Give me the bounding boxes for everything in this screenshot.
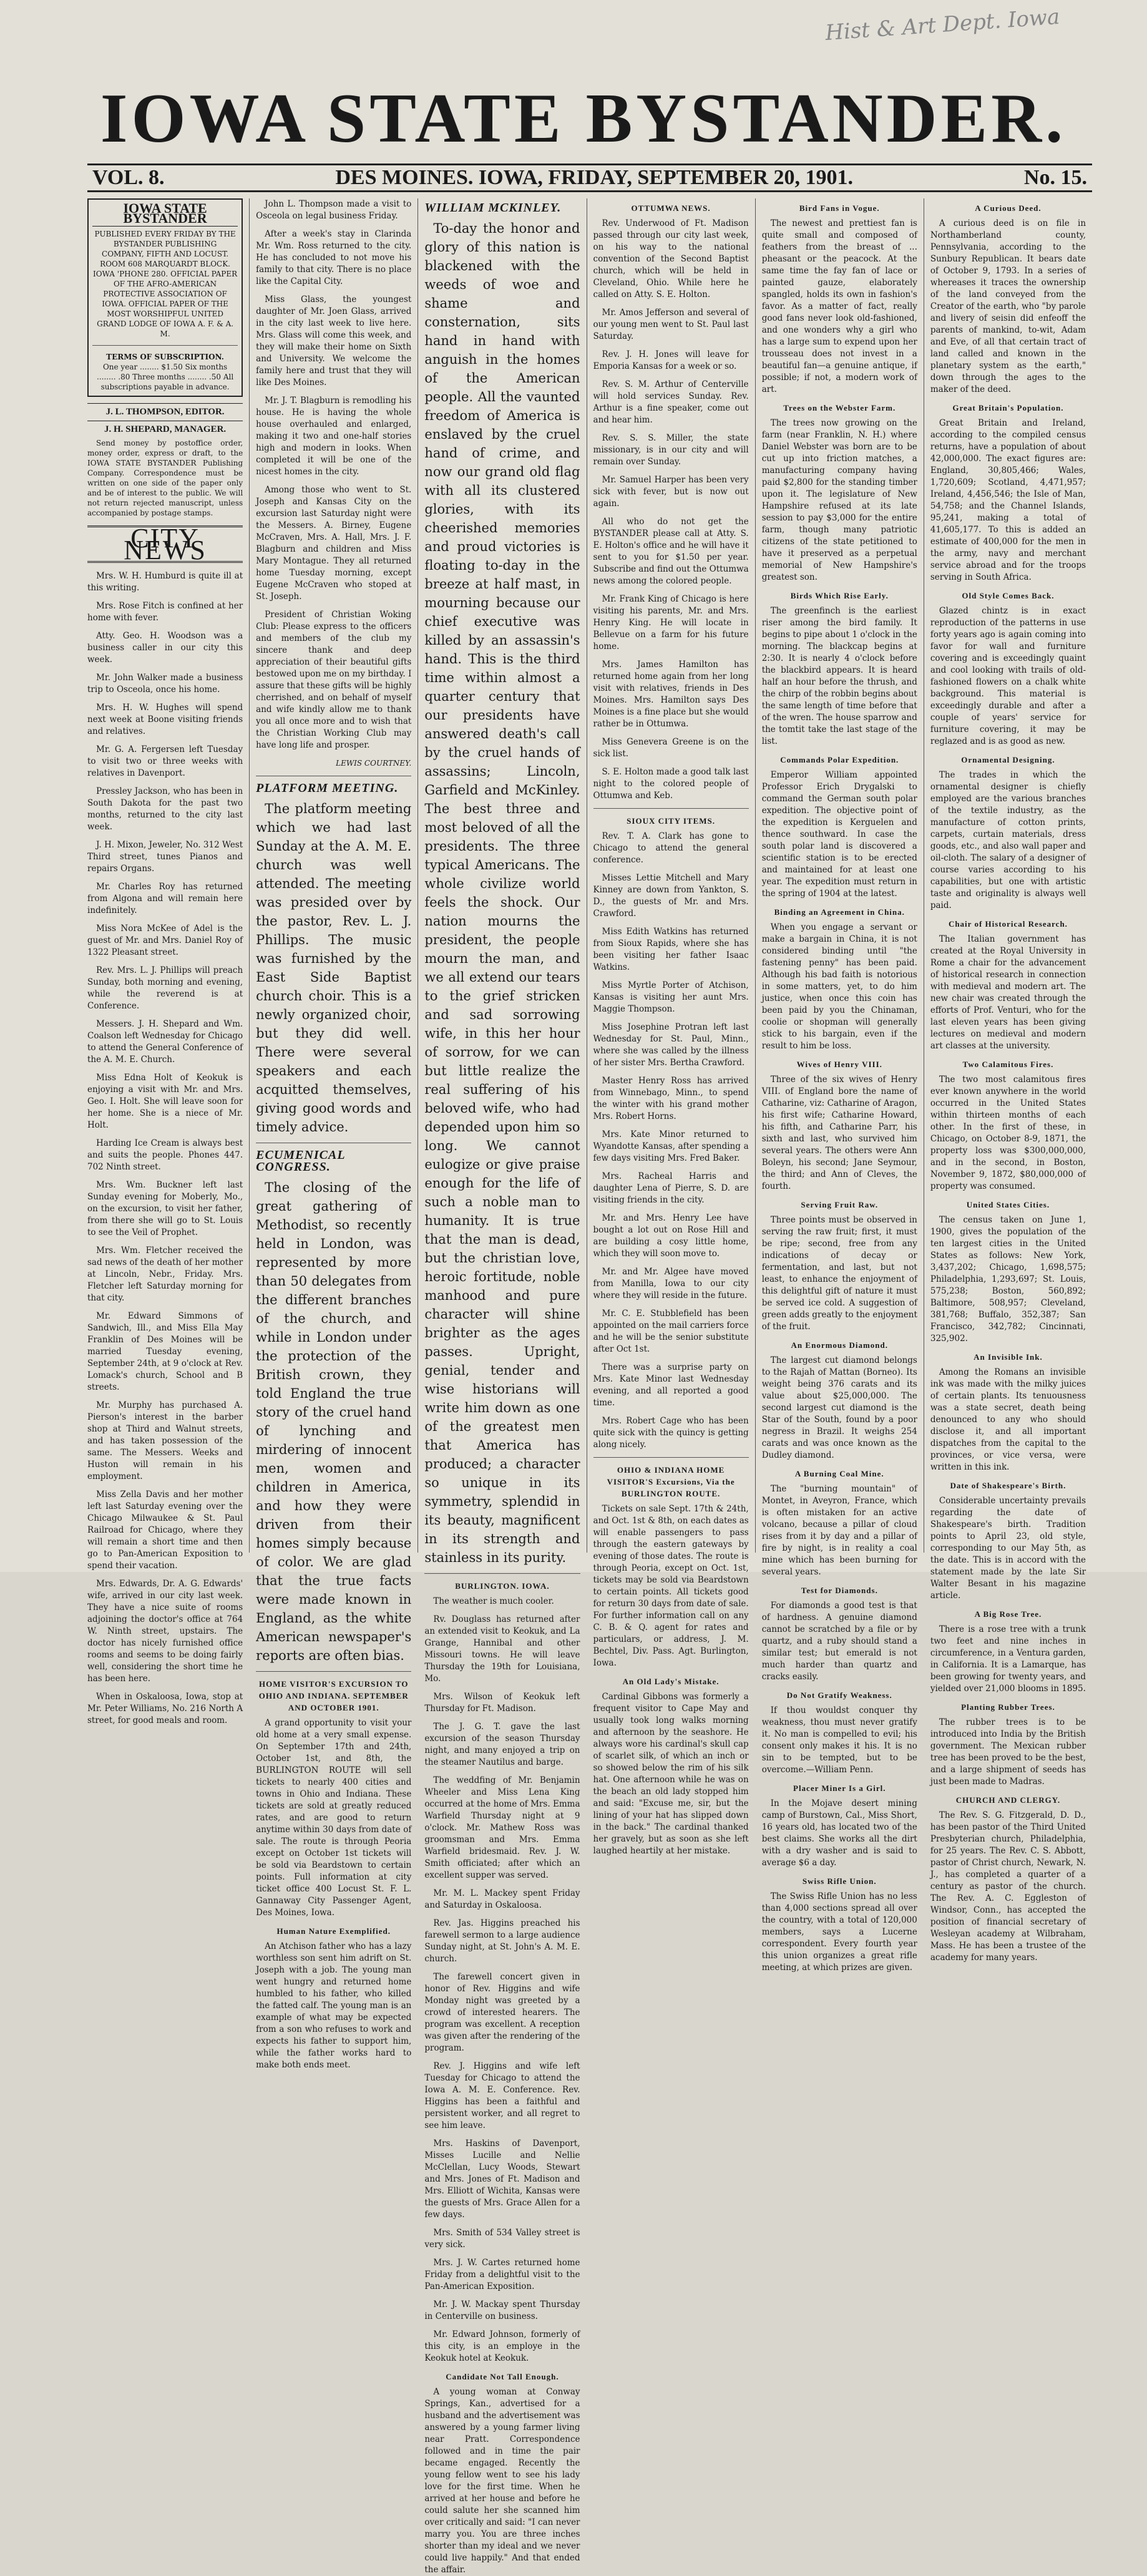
platform-heading: PLATFORM MEETING. xyxy=(256,781,399,795)
column-5 xyxy=(755,198,924,1973)
news-item: Atty. Geo. H. Woodson was a business caller in our city this week. xyxy=(87,631,243,665)
news-item: Mr. Frank King of Chicago is here visiting his parents, Mr. and Mrs. Henry King. He will locate in Bellevue on a farm for his future home. xyxy=(593,594,749,651)
news-item: Mr. J. W. Mackay spent Thursday in Centerville on business. xyxy=(424,2300,580,2321)
news-item: Mr. Murphy has purchased A. Pierson's interest in the barber shop at Third and Walnut streets, and has taken possession of the same. The Messers. Weeks and Huston will remain in his employment. xyxy=(87,1400,243,1481)
news-item: Rv. Douglass has returned after an extended visit to Keokuk, and La Grange, Hannibal and other Missouri towns. He will leave Thursday the 19th for Louisiana, Mo. xyxy=(424,1614,580,1684)
news-item: Mr. and Mrs. Henry Lee have bought a lot out on Rose Hill and are building a cosy little home, which they will soon move to. xyxy=(593,1213,749,1259)
burlington-list xyxy=(424,1596,580,2364)
news-item: Pressley Jackson, who has been in South Dakota for the past two months, returned to the city last week. xyxy=(87,786,243,832)
item-heading: A Curious Deed. xyxy=(975,203,1042,213)
item-heading: Ornamental Designing. xyxy=(961,755,1055,764)
miscellany-list xyxy=(762,202,917,1974)
news-item: Rev. S. M. Arthur of Centerville will hold services Sunday. Rev. Arthur is a fine speaker, come out and hear him. xyxy=(593,379,749,425)
item-heading: Planting Rubber Trees. xyxy=(961,1702,1055,1712)
item-heading: Wives of Henry VIII. xyxy=(796,1060,882,1069)
news-item: There was a surprise party on Mrs. Kate Minor last Wednesday evening, and all reported a good time. xyxy=(593,1362,749,1408)
item-text: For diamonds a good test is that of hardness. A genuine diamond cannot be scratched by a file or by quartz, and a ruby should stand a similar test; but emerald is not much harder than quartz and cracks easily. xyxy=(761,1601,917,1682)
item-text: Glazed chintz is in exact reproduction of the patterns in use forty years ago is again coming into favor for wall and furniture covering and is exceedingly quaint and cool looking with trails of old-fashioned flowers on a chalk white background. This material is exceedingly durable and after a couple of years' service for furniture covering, it may be reglazed and is as good as new. xyxy=(930,606,1086,746)
news-item: S. E. Holton made a good talk last night to the colored people of Ottumwa and Keb. xyxy=(593,767,749,801)
news-item: Miss Edna Holt of Keokuk is enjoying a visit with Mr. and Mrs. Geo. I. Holt. She will leave soon for her home. She is a niece of Mr. Holt. xyxy=(87,1073,243,1130)
news-item: Mrs. Wilson of Keokuk left Thursday for Ft. Madison. xyxy=(424,1692,580,1714)
item-heading: Old Style Comes Back. xyxy=(962,591,1055,600)
news-item: Master Henry Ross has arrived from Winnebago, Minn., to spend the winter with his grand mother Mrs. Robert Horns. xyxy=(593,1076,749,1121)
news-item: Rev. S. S. Miller, the state missionary, is in our city and will remain over Sunday. xyxy=(593,433,749,467)
news-item: Harding Ice Cream is always best and suits the people. Phones 447. 702 Ninth street. xyxy=(87,1138,243,1172)
place-date: DES MOINES. IOWA, FRIDAY, SEPTEMBER 20, 1901. xyxy=(335,166,854,189)
news-item: Miss Josephine Protran left last Wednesday for St. Paul, Minn., where she was called by the illness of her sister Mrs. Bertha Crawford. xyxy=(593,1022,749,1068)
news-item: Mrs. Wm. Buckner left last Sunday evening for Moberly, Mo., on the excursion, to visit her father, from there she will go to St. Louis to see the Veil of Prophet. xyxy=(87,1180,243,1237)
editor-line: J. L. THOMPSON, EDITOR. xyxy=(87,403,243,421)
news-item: Mr. M. L. Mackey spent Friday and Saturday in Oskaloosa. xyxy=(424,1888,580,1910)
news-item: Miss Edith Watkins has returned from Sioux Rapids, where she has been visiting her father Isaac Watkins. xyxy=(593,927,749,972)
item-text: Three of the six wives of Henry VIII. of England bore the name of Catharine, viz: Catharine of Aragon, his first wife; Catharine Howard, his fifth, and Catharine Parr, his sixth and last, who survived him several years. The others were Ann Boleyn, his second; Jane Seymour, the third; and Ann of Cleves, the fourth. xyxy=(761,1075,917,1191)
news-item: Mrs. Edwards, Dr. A. G. Edwards' wife, arrived in our city last week. They have a nice suite of rooms adjoining the doctor's office at 764 W. Ninth street, upstairs. The doctor has nicely furnished office rooms and seems to be doing fairly well, considering the short time he has been here. xyxy=(87,1579,243,1684)
news-item: Among those who went to St. Joseph and Kansas City on the excursion last Saturday night were the Messers. A. Birney, Eugene McCraven, Mrs. A. Hall, Mrs. J. F. Blagburn and children and Miss Mary Montague. They all returned home Tuesday morning, except Eugene McCraven who stoped at St. Joseph. xyxy=(256,485,412,602)
candidate-text: A young woman at Conway Springs, Kan., advertised for a husband and the advertisement was answered by a young farmer living near Pratt. Correspondence followed and in time the pair became engaged. Recently the young fellow went to see his lady love for the first time. When he arrived at her house and before he could salute her she scanned him over critically and said: "I can never marry you. You are three inches shorter than my ideal and we never could live happily." And that ended the affair. xyxy=(424,2387,580,2575)
sioux-list xyxy=(593,831,749,1451)
letter-signature: LEWIS COURTNEY. xyxy=(336,759,412,768)
news-item: Mrs. Haskins of Davenport, Misses Lucille and Nellie McClellan, Lucy Woods, Stewart and Mrs. Jones of Ft. Madison and Mrs. Elliott of Wichita, Kansas were the guests of Mrs. Grace Allen for a few days. xyxy=(424,2139,580,2220)
news-item: Misses Lettie Mitchell and Mary Kinney are down from Yankton, S. D., the guests of Mr. and Mrs. Crawford. xyxy=(593,873,749,919)
news-item: Mr. Edward Simmons of Sandwich, Ill., and Miss Ella May Franklin of Des Moines will be married Tuesday evening, September 24th, at 9 o'clock at Rev. Lomack's church, School and B streets. xyxy=(87,1311,243,1392)
item-heading: Placer Miner Is a Girl. xyxy=(793,1783,886,1793)
notice-text: Send money by postoffice order, money order, express or draft, to the IOWA STATE BYSTANDER Publishing Company. Correspondence must be written on one side of the paper only and be of interest to the public. We will not return rejected manuscript, unless accompanied by postage stamps. xyxy=(87,439,243,517)
item-text: The trades in which the ornamental designer is chiefly employed are the various branches of the textile industry, as the manufacture of cotton prints, carpets, curtain materials, dress goods, etc., and also wall paper and oil-cloth. The salary of a designer of course varies according to his capabilities, but one with artistic taste and originality is always well paid. xyxy=(930,770,1086,910)
news-item: Rev. T. A. Clark has gone to Chicago to attend the general conference. xyxy=(593,831,749,865)
news-item: Rev. Underwood of Ft. Madison passed through our city last week, on his way to the national convention of the Second Baptist church, which will be held in Cleveland, Ohio. While here he called on Atty. S. E. Holton. xyxy=(593,218,749,300)
news-item: Mrs. Racheal Harris and daughter Lena of Pierre, S. D. are visiting friends in the city. xyxy=(593,1171,749,1205)
item-heading: A Burning Coal Mine. xyxy=(794,1469,884,1478)
news-item: Mr. and Mr. Algee have moved from Manilla, Iowa to our city where they will reside in the future. xyxy=(593,1267,749,1300)
item-text: The two most calamitous fires ever known anywhere in the world occurred in the United States within thirteen months of each other. In the first of these, in Chicago, on October 8-9, 1871, the property loss was $300,000,000, and in the second, in Boston, November 9, 1872, $80,000,000 of property was consumed. xyxy=(930,1075,1086,1191)
news-item: J. H. Mixon, Jeweler, No. 312 West Third street, tunes Pianos and repairs Organs. xyxy=(87,840,243,874)
news-item: Mrs. Kate Minor returned to Wyandotte Kansas, after spending a few days visiting Mrs. Fred Baker. xyxy=(593,1129,749,1163)
mckinley-heading: WILLIAM MCKINLEY. xyxy=(424,201,562,215)
item-text: The Italian government has created at the Royal University in Rome a chair for the advancement of historical research in connection with medieval and modern art. The new chair was created through the efforts of Prof. Venturi, who for the last eleven years has been giving lectures on medieval and modern art classes at the university. xyxy=(930,934,1086,1051)
news-item: Miss Genevera Greene is on the sick list. xyxy=(593,737,749,759)
news-item: Mr. Charles Roy has returned from Algona and will remain here indefinitely. xyxy=(87,882,243,915)
old-lady-heading: An Old Lady's Mistake. xyxy=(622,1677,720,1686)
news-item: Mrs. James Hamilton has returned home again from her long visit with relatives, friends in Des Moines. Mrs. Hamilton says Des Moines is a fine place but she would rather be in Ottumwa. xyxy=(593,660,749,729)
news-item: Mrs. W. H. Humburd is quite ill at this writing. xyxy=(87,571,243,593)
box-text: PUBLISHED EVERY FRIDAY BY THE BYSTANDER PUBLISHING COMPANY, FIFTH AND LOCUST. ROOM 608 MARQUARDT BLOCK. IOWA 'PHONE 280. OFFICIAL PAPER OF THE AFRO-AMERICAN PROTECTIVE ASSOCIATION OF IOWA. OFFICIAL PAPER OF THE MOST WORSHIPFUL UNITED GRAND LODGE OF IOWA A. F. & A. M. xyxy=(92,230,238,338)
newspaper-title: IOWA STATE BYSTANDER. xyxy=(100,80,1067,157)
news-item: Mr. G. A. Fergersen left Tuesday to visit two or three weeks with relatives in Davenport. xyxy=(87,744,243,778)
miscellany-list-2 xyxy=(930,202,1086,1964)
news-item: After a week's stay in Clarinda Mr. Wm. Ross returned to the city. He has concluded to not move his family to that city. There is no place like the Capital City. xyxy=(256,229,412,286)
mckinley-text: To-day the honor and glory of this nation is blackened with the weeds of woe and shame and consternation, sits hand in hand with anguish in the homes of the American people. All the vaunted freedom of America is enslaved by the cruel hand of crime, and now our grand old flag with all its clustered glories, with its cheerished memories and proud victories is floating to-day in the breeze at half mast, in mourning because our chief executive was killed by an assassin's hand. This is the third time within almost a quarter century that our presidents have answered death's call by the cruel hands of assassins; Lincoln, Garfield and McKinley. The best three and most beloved of all the presidents. The three typical Americans. The whole civilize world feels the shock. Our nation mourns the president, the people mourn the man, and we all extend our tears to the grief stricken and sad sorrowing wife, in this her hour of sorrow, for we can but little realize the real suffering of his beloved wife, who had depended upon him so long. We cannot eulogize or give praise enough for the life of such a noble man to humanity. It is true that the man is dead, but the christian love, heroic fortitude, noble manhood and pure character will shine brighter as the ages passes. Upright, genial, tender and wise historians will write him down as one of the greatest men that America has produced; a character so unique in its symmetry, splendid in its beauty, magnificent in its strength and stainless in its purity. xyxy=(424,221,580,1565)
item-heading: Bird Fans in Vogue. xyxy=(799,203,880,213)
item-heading: Two Calamitous Fires. xyxy=(962,1060,1054,1069)
excursion-heading: HOME VISITOR'S EXCURSION TO OHIO AND INDIANA. SEPTEMBER AND OCTOBER 1901. xyxy=(258,1679,409,1712)
news-item: Mr. Amos Jefferson and several of our young men went to St. Paul last Saturday. xyxy=(593,308,749,341)
item-heading: Serving Fruit Raw. xyxy=(801,1200,879,1209)
ohio-text: Tickets on sale Sept. 17th & 24th, and Oct. 1st & 8th, on each dates as will enable passengers to pass through the eastern gateways by evening of those dates. The route is through Peoria, except on Oct. 1st, tickets may be sold via Beardstown to certain points. All tickets good for return 30 days from date of sale. For further information call on any C. B. & Q. agent for rates and particulars, or address, J. M. Bechtel, Div. Pass. Agt. Burlington, Iowa. xyxy=(593,1504,749,1668)
volume-label: VOL. 8. xyxy=(92,166,165,189)
column-1 xyxy=(87,198,249,1725)
manager-line: J. H. SHEPARD, MANAGER. xyxy=(87,421,243,438)
column-4 xyxy=(587,198,755,1856)
item-text: Three points must be observed in serving the raw fruit; first, it must be ripe; second, free from any indications of decay or fermentation, and last, but not least, to enhance the enjoyment of this delightful gift of nature it must be served ice cold. A suggestion of green adds greatly to the enjoyment of the fruit. xyxy=(761,1215,917,1332)
news-item: Miss Glass, the youngest daughter of Mr. Joen Glass, arrived in the city last week to live here. Mrs. Glass will come this week, and they will make their home on Sixth and University. We welcome the family here and trust that they will like Des Moines. xyxy=(256,295,412,388)
item-text: The "burning mountain" of Montet, in Aveyron, France, which is often mistaken for an active volcano, because a pillar of cloud rises from it by day and a pillar of fire by night, is in reality a coal mine which has been burning for several years. xyxy=(761,1484,917,1577)
item-text: Great Britain and Ireland, according to the compiled census returns, have a population of about 42,000,000. The exact figures are: England, 30,805,466; Wales, 1,720,609; Scotland, 4,471,957; Ireland, 4,456,546; the Isle of Man, 54,758; and the Channel Islands, 95,241, making a total of 41,605,177. To this is added an estimate of 400,000 for the men in the army, navy and merchant service abroad and for the troops serving in South Africa. xyxy=(930,418,1086,582)
human-nature-text: An Atchison father who has a lazy worthless son sent him adrift on St. Joseph with a job. The young man went hungry and returned home humbled to his father, who killed the fatted calf. The young man is an example of what may be expected from a son who refuses to work and expects his father to support him, while the father works hard to make both ends meet. xyxy=(256,1941,412,2070)
item-text: Emperor William appointed Professor Erich Drygalski to command the German south polar expedition. The objective point of the expedition is Kerguelen and thence southward. In case the south polar land is discovered a scientific station is to be erected and maintained for at least one year. The expedition must return in the spring of 1904 at the latest. xyxy=(761,770,917,899)
item-heading: Commands Polar Expedition. xyxy=(780,755,899,764)
item-heading: Test for Diamonds. xyxy=(801,1586,878,1595)
item-heading: Date of Shakespeare's Birth. xyxy=(950,1481,1066,1490)
sioux-heading: SIOUX CITY ITEMS. xyxy=(627,816,716,826)
item-text: In the Mojave desert mining camp of Burstown, Cal., Miss Short, 16 years old, has located two of the best claims. She works all the dirt with a dry washer and is said to average $6 a day. xyxy=(761,1798,917,1868)
city-news-heading: CITY NEWS xyxy=(87,525,243,563)
news-item: Miss Myrtle Porter of Atchison, Kansas is visiting her aunt Mrs. Maggie Thompson. xyxy=(593,980,749,1014)
item-text: When you engage a servant or make a bargain in China, it is not considered binding until "the fastening penny" has been paid. Although his bad faith is notorious in some matters, yet, to do him justice, when once this coin has been paid by you the Chinaman, coolie or shopman will generally stick to his bargain, even if the result to him be loss. xyxy=(761,922,917,1051)
news-item: Mrs. Smith of 534 Valley street is very sick. xyxy=(424,2228,580,2250)
mckinley-article xyxy=(424,219,580,1567)
news-item: The J. G. T. gave the last excursion of the season Thursday night, and many enjoyed a trip on the steamer Nautilus and barge. xyxy=(424,1722,580,1767)
item-text: The largest cut diamond belongs to the Rajah of Mattan (Borneo). Its weight being 376 carats and its value about $25,000,000. The second largest cut diamond is the Star of the South, found by a poor negress in Brazil. It weighs 254 carats and was once known as the Dudley diamond. xyxy=(761,1355,917,1460)
ecumenical-text: The closing of the great gathering of Methodist, so recently held in London, was represented by more than 50 delegates from the different branches of the church, and while in London under the protection of the British crown, they told England the true story of the cruel hand of lynching and mirdering of innocent men, women and children in America, and how they were driven from their homes simply because of color. We are glad that the true facts were made known in England, as the white American newspaper's reports are often bias. xyxy=(256,1180,412,1663)
news-item: Mr. C. E. Stubblefield has been appointed on the mail carriers force and he will be the senior substitute after Oct 1st. xyxy=(593,1309,749,1354)
news-item: Mr. Samuel Harper has been very sick with fever, but is now out again. xyxy=(593,475,749,509)
item-heading: An Invisible Ink. xyxy=(974,1352,1043,1362)
ecumenical-article xyxy=(256,1178,411,1665)
news-item: Mr. Edward Johnson, formerly of this city, is an employe in the Keokuk hotel at Keokuk. xyxy=(424,2330,580,2363)
item-text: If thou wouldst conquer thy weakness, thou must never gratify it. No man is compelled to evil; his consent only makes it his. It is no sin to be tempted, but to be overcome.—William Penn. xyxy=(761,1705,917,1775)
news-item: Rev. Mrs. L. J. Phillips will preach Sunday, both morning and evening, while the reverend is at Conference. xyxy=(87,965,243,1011)
item-text: The newest and prettiest fan is quite small and composed of feathers from the breast of ... pheasant or the peacock. At the same time the fay fan of lace or painted gauze, elaborately spangled, holds its own in fashion's favor. As a matter of fact, really good fans never look old-fashioned, and one wonders why a girl who has a large sum to expend upon her trousseau does not invest in a beautiful fan—a genuine antique, if possible; if not, a modern work of art. xyxy=(761,218,917,394)
platform-article xyxy=(256,799,411,1136)
news-item: Mr. John Walker made a business trip to Osceola, once his home. xyxy=(87,673,243,695)
news-item: Mrs. J. W. Cartes returned home Friday from a delightful visit to the Pan-American Exposition. xyxy=(424,2258,580,2291)
publisher-box xyxy=(87,198,243,397)
news-item: Miss Zella Davis and her mother left last Saturday evening over the Chicago Milwaukee & St. Paul Railroad for Chicago, where they will remain a short time and then go to Pan-American Exposition to spend their vacation. xyxy=(87,1490,243,1571)
item-text: The Rev. S. G. Fitzgerald, D. D., has been pastor of the Third United Presbyterian church, Philadelphia, for 25 years. The Rev. C. S. Abbott, pastor of Christ church, Newark, N. J., has completed a quarter of a century as pastor of the church. The Rev. A. C. Eggleston of Windsor, Conn., has accepted the position of financial secretary of Wesleyan academy at Wilbraham, Mass. He has been a trustee of the academy for many years. xyxy=(930,1810,1086,1963)
ottumwa-list xyxy=(593,218,749,802)
item-text: The trees now growing on the farm (near Franklin, N. H.) where Daniel Webster was born are to be cut up into friction matches, a manufacturing company having paid $2,800 for the standing timber upon it. The legislature of New Hampshire refused at its late session to pay $3,000 for the entire farm, though many patriotic citizens of the state petitioned to have it preserved as a perpetual memorial of New Hampshire's greatest son. xyxy=(761,418,917,582)
item-heading: Binding an Agreement in China. xyxy=(774,907,905,917)
item-text: Among the Romans an invisible ink was made with the milky juices of certain plants. Its tenuousness was a state secret, death being denounced to any who should disclose it, and all important dispatches from the capital to the provinces, or vice versa, were written in this ink. xyxy=(930,1367,1086,1472)
news-item: Miss Nora McKee of Adel is the guest of Mr. and Mrs. Daniel Roy of 1322 Pleasant street. xyxy=(87,924,243,957)
ecumenical-heading: ECUMENICAL CONGRESS. xyxy=(256,1148,345,1174)
item-heading: United States Cities. xyxy=(966,1200,1050,1209)
column-6 xyxy=(924,198,1092,1963)
platform-text: The platform meeting which we had last Sunday at the A. M. E. church was well attended. The meeting was presided over by the pastor, Rev. L. J. Phillips. The music was furnished by the East Side Baptist church choir. This is a newly organized choir, but they did well. There were several speakers and each acquitted themselves, giving good words and timely advice. xyxy=(256,801,412,1134)
item-heading: Do Not Gratify Weakness. xyxy=(786,1690,892,1700)
news-item: Rev. J. H. Jones will leave for Emporia Kansas for a week or so. xyxy=(593,349,749,371)
item-heading: An Enormous Diamond. xyxy=(791,1340,888,1350)
local-items-list xyxy=(256,198,411,751)
city-news-list xyxy=(87,570,243,1727)
dateline xyxy=(87,163,1092,192)
item-text: The greenfinch is the earliest riser among the bird family. It begins to pipe about 1 o'clock in the morning. The blackcap begins at 2:30. It is nearly 4 o'clock before the blackbird appears. It is heard half an hour before the thrush, and the chirp of the robbin begins about the same length of time before that of the wren. The house sparrow and the tomtit take the last stage of the list. xyxy=(761,606,917,746)
item-heading: Chair of Historical Research. xyxy=(948,919,1068,929)
news-item: President of Christian Woking Club: Please express to the officers and members of the club my sincere thank and deep appreciation of their beautiful gifts bestowed upon me on my birthday. I assure that these gifts will be highly cherrished, and on behalf of myself and wife kindly allow me to thank you all once more and to wish that the Christian Working Club may have long life and prosper. xyxy=(256,610,412,750)
news-item: All who do not get the BYSTANDER please call at Atty. S. E. Holton's office and he will have it sent to you for $1.50 per year. Subscribe and find out the Ottumwa news among the colored people. xyxy=(593,517,749,586)
item-text: The rubber trees is to be introduced into India by the British government. The Mexican rubber tree has been proved to be the best, and a large shipment of seeds has just been made to Madras. xyxy=(930,1717,1086,1787)
news-item: John L. Thompson made a visit to Osceola on legal business Friday. xyxy=(256,199,412,221)
news-item: The weather is much cooler. xyxy=(433,1596,554,1606)
handwritten-signature: Hist & Art Dept. Iowa xyxy=(824,4,1060,46)
item-text: The census taken on June 1, 1900, gives the population of the ten largest cities in the United States as follows: New York, 3,437,202; Chicago, 1,698,575; Philadelphia, 1,293,697; St. Louis, 575,238; Boston, 560,892; Baltimore, 508,957; Cleveland, 381,768; Buffalo, 352,387; San Francisco, 342,782; Cincinnati, 325,902. xyxy=(930,1215,1086,1344)
item-text: A curious deed is on file in Northamberland county, Pennsylvania, according to the Sunbury Republican. It bears date of October 9, 1793. In a series of whereases it traces the ownership of the land conveyed from the Creator of the earth, who "by parole and livery of seisin did enfeoff the parents of mankind, to-wit, Adam and Eve, of all that certain tract of land called and known in the planetary system as the earth," down through the ages to the maker of the deed. xyxy=(930,218,1086,394)
item-heading: Swiss Rifle Union. xyxy=(802,1876,877,1886)
burlington-heading: BURLINGTON. IOWA. xyxy=(455,1581,550,1591)
item-heading: Great Britain's Population. xyxy=(952,403,1064,412)
news-item: Mrs. Rose Fitch is confined at her home with fever. xyxy=(87,601,243,623)
news-item: When in Oskaloosa, Iowa, stop at Mr. Peter Williams, No. 216 North A street, for good meals and room. xyxy=(87,1692,243,1725)
terms-title: TERMS OF SUBSCRIPTION. xyxy=(106,353,224,361)
issue-number: No. 15. xyxy=(1023,166,1087,189)
column-3 xyxy=(417,198,586,2575)
ohio-heading: OHIO & INDIANA HOME VISITOR'S Excursions, Via the BURLINGTON ROUTE. xyxy=(607,1465,735,1498)
ottumwa-heading: OTTUMWA NEWS. xyxy=(631,203,711,213)
news-item: Rev. J. Higgins and wife left Tuesday for Chicago to attend the Iowa A. M. E. Conference. Rev. Higgins has been a faithful and persistent worker, and all regret to see him leave. xyxy=(424,2061,580,2130)
item-heading: A Big Rose Tree. xyxy=(974,1609,1042,1619)
news-item: The farewell concert given in honor of Rev. Higgins and wife Monday night was greeted by a crowd of interested hearers. The program was excellent. A reception was given after the rendering of the program. xyxy=(424,1972,580,2053)
news-item: Mr. J. T. Blagburn is remodling his house. He is having the whole house overhauled and enlarged, making it two and one-half stories high and modern in looks. When completed it will be one of the nicest homes in the city. xyxy=(256,396,412,477)
candidate-heading: Candidate Not Tall Enough. xyxy=(446,2372,559,2381)
box-title: IOWA STATE BYSTANDER xyxy=(92,203,238,227)
news-item: Mrs. Robert Cage who has been quite sick with the quincy is getting along nicely. xyxy=(593,1416,749,1450)
news-item: Mrs. Wm. Fletcher received the sad news of the death of her mother at Lincoln, Nebr., Friday. Mrs. Fletcher left Saturday morning for that city. xyxy=(87,1246,243,1303)
item-text: There is a rose tree with a trunk two feet and nine inches in circumference, in a Ventura garden, in California. It is a Lamarque, has been growing for twenty years, and yielded over 21,000 blooms in 1895. xyxy=(930,1624,1086,1694)
item-text: The Swiss Rifle Union has no less than 4,000 sections spread all over the country, with a total of 120,000 members, says a Lucerne correspondent. Every fourth year this union organizes a great rifle meeting, at which prizes are given. xyxy=(761,1891,917,1973)
human-nature-heading: Human Nature Exemplified. xyxy=(276,1926,391,1936)
item-heading: CHURCH AND CLERGY. xyxy=(955,1795,1061,1805)
news-item: Messers. J. H. Shepard and Wm. Coalson left Wednesday for Chicago to attend the General Conference of the A. M. E. Church. xyxy=(87,1019,243,1065)
item-text: Considerable uncertainty prevails regarding the date of Shakespeare's birth. Tradition points to April 23, old style, corresponding to our May 5th, as the date. This is in accord with the statement made by the late Sir Walter Besant in his magazine article. xyxy=(930,1496,1086,1601)
terms-text: One year ........ $1.50 Six months ........ .80 Three months ........ .50 All subscriptions payable in advance. xyxy=(97,363,234,391)
item-heading: Birds Which Rise Early. xyxy=(790,591,889,600)
column-2 xyxy=(249,198,417,2070)
masthead xyxy=(75,75,1092,162)
columns xyxy=(87,198,1092,2575)
old-lady-text: Cardinal Gibbons was formerly a frequent visitor to Cape May and usually took long walks morning and afternoon by the seashore. He always wore his cardinal's skull cap of scarlet silk, of which an inch or so showed below the rim of his silk hat. One afternoon while he was on the beach an old lady stopped him and said: "Excuse me, sir, but the lining of your hat has slipped down in the back." The cardinal thanked her gravely, but as soon as she left laughed heartily at her mistake. xyxy=(593,1692,749,1856)
news-item: Rev. Jas. Higgins preached his farewell sermon to a large audience Sunday night, at St. John's A. M. E. church. xyxy=(424,1918,580,1964)
news-item: Mrs. H. W. Hughes will spend next week at Boone visiting friends and relatives. xyxy=(87,703,243,736)
news-item: The weddfing of Mr. Benjamin Wheeler and Miss Lena King occurred at the home of Mrs. Emma Warfield Thursday night at 9 o'clock. Mr. Mathew Ross was groomsman and Mrs. Emma Warfield bridesmaid. Rev. J. W. Smith officiated; after which an excellent supper was served. xyxy=(424,1775,580,1880)
item-heading: Trees on the Webster Farm. xyxy=(783,403,896,412)
excursion-text: A grand opportunity to visit your old home at a very small expense. On September 17th and 24th, October 1st, and 8th, the BURLINGTON ROUTE will sell tickets to nearly 400 cities and towns in Ohio and Indiana. These tickets are sold at greatly reduced rates, and are good to return anytime within 30 days from date of sale. The route is through Peoria except on October 1st tickets will be sold via Beardstown to certain points. Full information at city ticket office 400 Locust St. F. L. Gannaway City Passenger Agent, Des Moines, Iowa. xyxy=(256,1718,412,1918)
